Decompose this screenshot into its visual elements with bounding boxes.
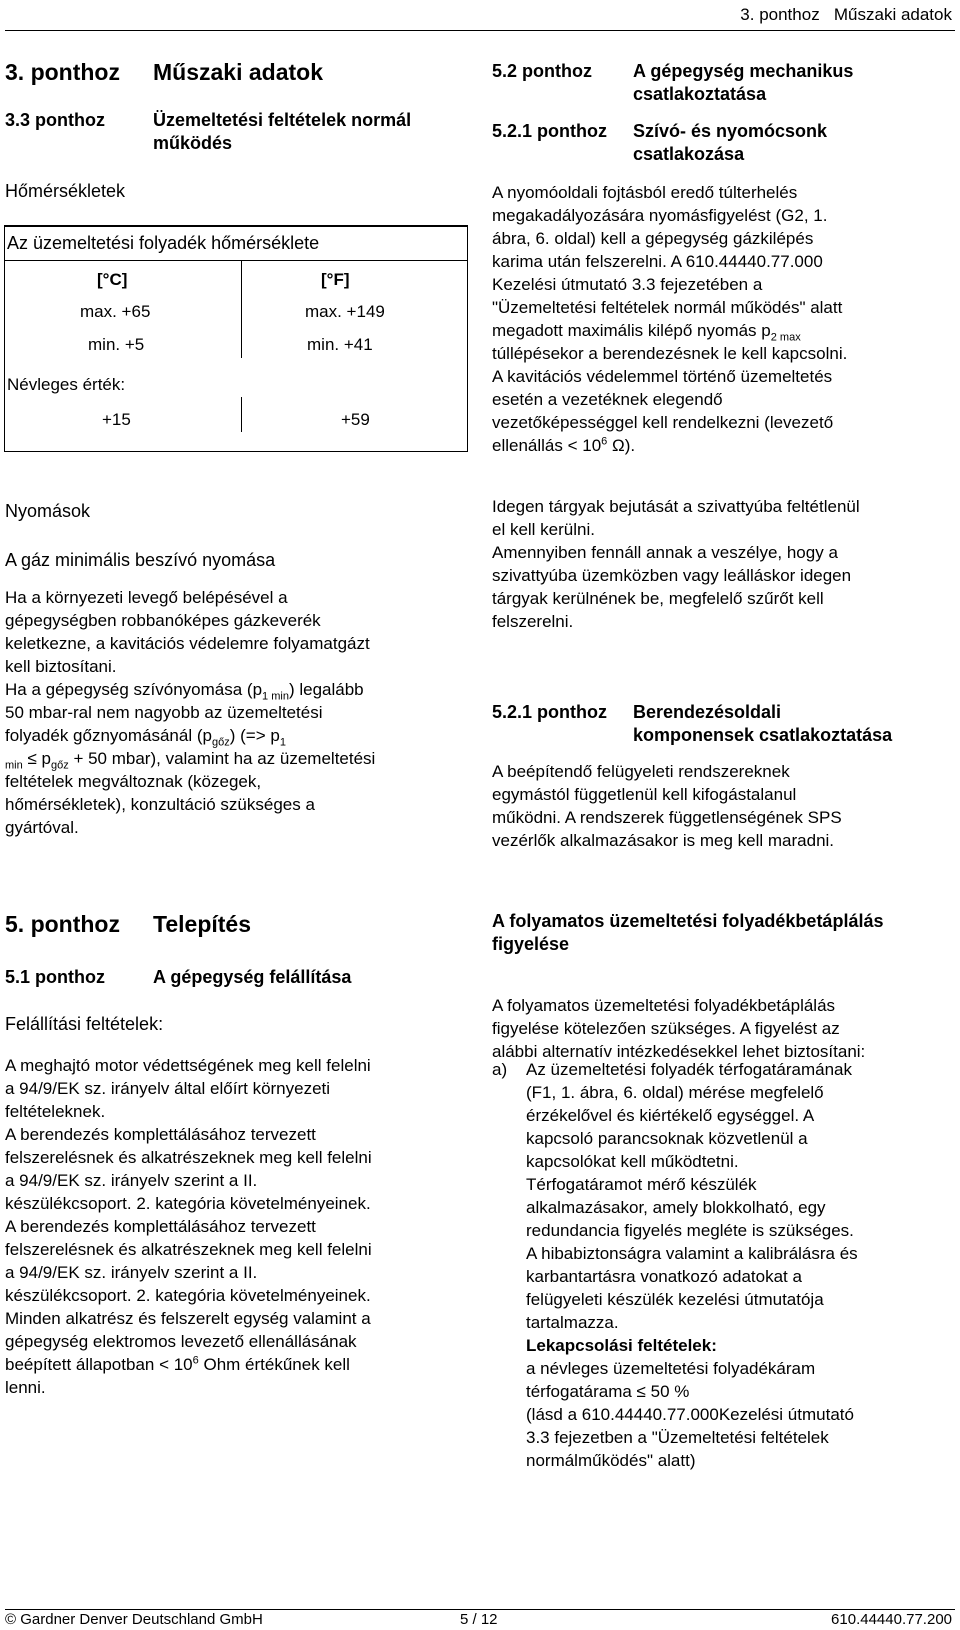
- section-title-line1: Berendezésoldali: [633, 702, 782, 722]
- section-title-line1: A gépegység mechanikus: [633, 61, 854, 81]
- text-line: hőmérsékletek), konzultáció szükséges a: [5, 795, 315, 814]
- list-marker: a): [492, 1060, 508, 1079]
- continuous-feed-heading: [492, 910, 954, 956]
- text-line: a 94/9/EK sz. irányelv szerint a II.: [5, 1171, 258, 1190]
- subscript: 2 max: [770, 331, 801, 344]
- text-line: felügyeleti készülék kezelési útmutatója: [526, 1290, 824, 1309]
- text-line: készülékcsoport. 2. kategória követelményeinek.: [5, 1286, 371, 1305]
- table-row-max-f: max. +149: [305, 302, 385, 321]
- text-line: Kezelési útmutató 3.3 fejezetében a: [492, 275, 763, 294]
- text-line: [492, 434, 954, 457]
- text-line: lenni.: [5, 1378, 46, 1397]
- text-line: gépegységben robbanóképes gázkeverék: [5, 611, 321, 630]
- text-line: megakadályozására nyomásfigyelést (G2, 1.: [492, 206, 828, 225]
- text-line: Térfogatáramot mérő készülék: [526, 1175, 757, 1194]
- text-line: A meghajtó motor védettségének meg kell felelni: [5, 1056, 371, 1075]
- text-line: alábbi alternatív intézkedésekkel lehet biztosítani:: [492, 1042, 866, 1061]
- table-row-min-c: min. +5: [88, 335, 145, 354]
- subscript: gőz: [211, 736, 230, 749]
- text-line: (lásd a 610.44440.77.000Kezelési útmutató: [526, 1405, 854, 1424]
- text-line: esetén a vezetéknek elegendő: [492, 390, 723, 409]
- section-5-1-heading: [5, 966, 465, 989]
- table-row-min-f: min. +41: [307, 335, 373, 354]
- section-number: 3. ponthoz: [5, 59, 120, 85]
- text-line: a névleges üzemeltetési folyadékáram: [526, 1359, 816, 1378]
- table-divider: [5, 260, 467, 261]
- section-5-heading: [5, 910, 251, 938]
- subscript: 1 min: [262, 690, 289, 703]
- temperature-table: [4, 225, 468, 452]
- text-line: (F1, 1. ábra, 6. oldal) mérése megfelelő: [526, 1083, 824, 1102]
- text-line: felszerelni.: [492, 612, 574, 631]
- section-number: 5.2.1 ponthoz: [492, 702, 608, 722]
- superscript: 6: [601, 435, 608, 448]
- section-title: A gépegység felállítása: [153, 967, 352, 987]
- text-run: megadott maximális kilépő nyomás p: [492, 321, 771, 340]
- footer-doc-number: 610.44440.77.200: [831, 1611, 952, 1628]
- header-section: 3. ponthoz: [740, 5, 820, 24]
- section-3-heading: [5, 58, 323, 86]
- text-line: feltételek megváltoznak (közegek,: [5, 772, 262, 791]
- text-line: karbantartásra vonatkozó adatokat a: [526, 1267, 802, 1286]
- text-line: készülékcsoport. 2. kategória követelményeinek.: [5, 1194, 371, 1213]
- section-5-2-heading: [492, 60, 952, 104]
- section-5-2-1-heading: [492, 120, 952, 164]
- text-line: A kavitációs védelemmel történő üzemeltetés: [492, 367, 833, 386]
- text-run: Ohm értékűnek kell: [198, 1355, 350, 1374]
- text-line: 3.3 fejezetben a "Üzemeltetési feltételek: [526, 1428, 829, 1447]
- text-line: A beépítendő felügyeleti rendszereknek: [492, 762, 790, 781]
- text-line: A berendezés komplettálásához tervezett: [5, 1217, 316, 1236]
- text-run: Ha a gépegység szívónyomása (p: [5, 680, 263, 699]
- installation-paragraph: [5, 1054, 467, 1399]
- text-line: karima után felszerelni. A 610.44440.77.000: [492, 252, 823, 271]
- section-number: 5.1 ponthoz: [5, 967, 105, 987]
- text-line: redundancia figyelés megléte is szükséges.: [526, 1221, 854, 1240]
- gas-paragraph: [5, 586, 465, 839]
- footer-company: © Gardner Denver Deutschland GmbH: [5, 1611, 263, 1628]
- nominal-label: Névleges érték:: [7, 375, 126, 394]
- text-line: alkalmazásakor, amely blokkolható, egy: [526, 1198, 826, 1217]
- continuous-feed-intro: [492, 994, 956, 1063]
- section-title-line2: csatlakoztatása: [633, 84, 767, 104]
- text-run: ≤ p: [22, 749, 51, 768]
- text-run: ellenállás < 10: [492, 436, 602, 455]
- text-line: Amennyiben fennáll annak a veszélye, hogy a: [492, 543, 838, 562]
- text-line: A nyomóoldali fojtásból eredő túlterhelés: [492, 183, 798, 202]
- text-line: [5, 1353, 467, 1376]
- text-line: el kell kerülni.: [492, 520, 595, 539]
- text-line: keletkezne, a kavitációs védelemre folyamatgázt: [5, 634, 370, 653]
- section-title-line1: Szívó- és nyomócsonk: [633, 121, 828, 141]
- subscript: 1: [279, 736, 286, 749]
- footer-rule: [5, 1609, 955, 1610]
- section-title-line2: komponensek csatlakoztatása: [633, 725, 893, 745]
- text-line: térfogatárama ≤ 50 %: [526, 1382, 690, 1401]
- text-run: ) (=> p: [229, 726, 280, 745]
- text-line: vezérlők alkalmazásakor is meg kell maradni.: [492, 831, 835, 850]
- text-line: feltételeknek.: [5, 1102, 106, 1121]
- text-line: 50 mbar-ral nem nagyobb az üzemeltetési: [5, 703, 323, 722]
- header-rule: [5, 30, 955, 31]
- heading-line1: A folyamatos üzemeltetési folyadékbetáplálás: [492, 911, 884, 931]
- col-header-celsius: [°C]: [97, 270, 128, 289]
- text-line: gyártóval.: [5, 818, 79, 837]
- table-row-max-c: max. +65: [80, 302, 151, 321]
- superscript: 6: [192, 1354, 199, 1367]
- text-line: kell biztosítani.: [5, 657, 117, 676]
- section-number: 5.2.1 ponthoz: [492, 121, 608, 141]
- subsection-number: 3.3 ponthoz: [5, 110, 105, 130]
- text-line: ábra, 6. oldal) kell a gépegység gázkilépés: [492, 229, 814, 248]
- text-run: + 50 mbar), valamint ha az üzemeltetési: [68, 749, 376, 768]
- text-line: [5, 747, 465, 770]
- col-header-fahrenheit: [°F]: [321, 270, 350, 289]
- text-run: folyadék gőznyomásánál (p: [5, 726, 212, 745]
- text-line: gépegység elektromos levezető ellenállásának: [5, 1332, 357, 1351]
- section-number: 5. ponthoz: [5, 911, 120, 937]
- footer-page-number: 5 / 12: [460, 1611, 498, 1628]
- heading-line2: figyelése: [492, 934, 570, 954]
- text-line: kapcsoló parancsoknak közvetlenül a: [526, 1129, 808, 1148]
- text-line: [5, 724, 465, 747]
- pressures-heading: Nyomások: [5, 501, 91, 521]
- page-header: [740, 3, 952, 26]
- text-run: ) legalább: [288, 680, 364, 699]
- subsection-title-line1: Üzemeltetési feltételek normál: [153, 110, 412, 130]
- text-line: [492, 319, 954, 342]
- temperatures-heading: Hőmérsékletek: [5, 181, 126, 201]
- subscript: min: [5, 759, 23, 772]
- text-line: a 94/9/EK sz. irányelv szerint a II.: [5, 1263, 258, 1282]
- text-line: felszerelésnek és alkatrészeknek meg kell felelni: [5, 1240, 372, 1259]
- table-title: Az üzemeltetési folyadék hőmérséklete: [7, 233, 320, 253]
- table-column-divider-top: [241, 260, 242, 358]
- subsection-3-3-heading: [5, 109, 465, 153]
- text-run: Ω).: [607, 436, 636, 455]
- text-line: tárgyak kerülnének be, megfelelő szűrőt kell: [492, 589, 824, 608]
- text-line: a 94/9/EK sz. irányelv által előírt környezeti: [5, 1079, 331, 1098]
- gas-pressure-heading: A gáz minimális beszívó nyomása: [5, 550, 276, 570]
- nominal-f: +59: [341, 410, 370, 429]
- text-line: Az üzemeltetési folyadék térfogatáramának: [526, 1060, 853, 1079]
- subscript: gőz: [50, 759, 69, 772]
- nominal-c: +15: [102, 410, 131, 429]
- text-line: érzékelővel és kiértékelő egységgel. A: [526, 1106, 815, 1125]
- text-line: működni. A rendszerek függetlenségének SPS: [492, 808, 842, 827]
- pressure-monitoring-paragraph: [492, 181, 954, 457]
- text-line: "Üzemeltetési feltételek normál működés" alatt: [492, 298, 843, 317]
- text-line: normálműködés" alatt): [526, 1451, 696, 1470]
- section-title: Műszaki adatok: [153, 59, 323, 85]
- text-line: [5, 678, 465, 701]
- text-line: figyelése kötelezően szükséges. A figyelést az: [492, 1019, 840, 1038]
- installation-conditions-heading: Felállítási feltételek:: [5, 1014, 164, 1034]
- text-line: Idegen tárgyak bejutását a szivattyúba feltétlenül: [492, 497, 860, 516]
- monitoring-systems-paragraph: [492, 760, 954, 852]
- text-line: vezetőképességgel kell rendelkezni (levezető: [492, 413, 834, 432]
- text-line: felszerelésnek és alkatrészeknek meg kell felelni: [5, 1148, 372, 1167]
- header-title: Műszaki adatok: [833, 5, 952, 24]
- section-5-2-1-components-heading: [492, 701, 952, 745]
- foreign-objects-paragraph: [492, 495, 954, 633]
- text-line: kapcsolókat kell működtetni.: [526, 1152, 739, 1171]
- text-line: A hibabiztonságra valamint a kalibrálásra és: [526, 1244, 858, 1263]
- text-line: Ha a környezeti levegő belépésével a: [5, 588, 288, 607]
- text-line: A folyamatos üzemeltetési folyadékbetáplálás: [492, 996, 836, 1015]
- section-number: 5.2 ponthoz: [492, 61, 592, 81]
- table-column-divider-bottom: [241, 397, 242, 432]
- text-line: Minden alkatrész és felszerelt egység valamint a: [5, 1309, 371, 1328]
- text-run: beépített állapotban < 10: [5, 1355, 193, 1374]
- text-line: szivattyúba üzemközben vagy leálláskor idegen: [492, 566, 852, 585]
- shutdown-conditions-heading: Lekapcsolási feltételek:: [526, 1336, 717, 1355]
- text-line: tartalmazza.: [526, 1313, 619, 1332]
- section-title: Telepítés: [153, 911, 251, 937]
- subsection-title-line2: működés: [153, 133, 233, 153]
- text-line: A berendezés komplettálásához tervezett: [5, 1125, 316, 1144]
- text-line: egymástól függetlenül kell kifogástalanul: [492, 785, 797, 804]
- section-title-line2: csatlakozása: [633, 144, 745, 164]
- text-line: túllépésekor a berendezésnek le kell kapcsolni.: [492, 344, 848, 363]
